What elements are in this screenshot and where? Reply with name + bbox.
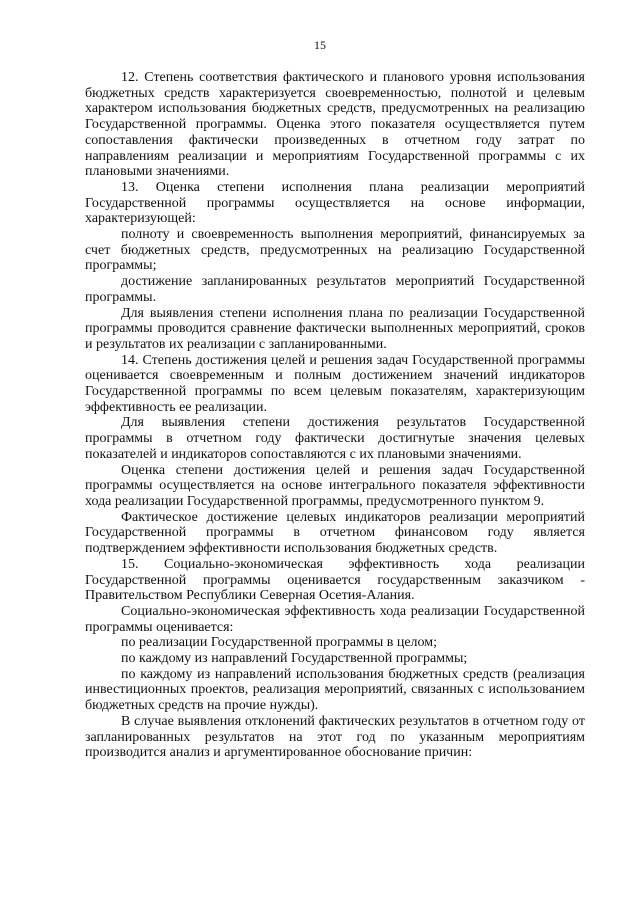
paragraph-evaluated-by: Социально-экономическая эффективность хода реализации Государственной программы оценивается: xyxy=(85,603,585,635)
paragraph-14: 14. Степень достижения целей и решения задач Государственной программы оценивается своевременным и полным достижением значений индикаторов Государственной программы по всем целевым показателям, характеризующим эффективность ее реализации. xyxy=(85,352,585,415)
list-item-by-budget-use: по каждому из направлений использования бюджетных средств (реализация инвестиционных проектов, реализация мероприятий, связанных с использованием бюджетных средств на прочие нужды). xyxy=(85,666,585,714)
paragraph-actual-achievement: Фактическое достижение целевых индикаторов реализации мероприятий Государственной программы в отчетном финансовом году является подтверждением эффективности использования бюджетных средств. xyxy=(85,509,585,557)
list-item-overall: по реализации Государственной программы в целом; xyxy=(121,635,438,651)
paragraph-deviations: В случае выявления отклонений фактических результатов в отчетном году от запланированных результатов на этот год по указанным мероприятиям производится анализ и аргументированное обоснование причин: xyxy=(85,713,585,761)
document-body xyxy=(85,70,585,761)
list-item-achievement: достижение запланированных результатов мероприятий Государственной программы. xyxy=(85,274,585,305)
paragraph-integral-indicator: Оценка степени достижения целей и решения задач Государственной программы осуществляется на основе интегрального показателя эффективности хода реализации Государственной программы, предусмотренного пунктом 9. xyxy=(85,462,585,509)
page-number: 15 xyxy=(314,38,326,52)
paragraph-plan-comparison: Для выявления степени исполнения плана по реализации Государственной программы проводится сравнение фактически выполненных мероприятий, сроков и результатов их реализации с запланированными. xyxy=(85,305,585,352)
paragraph-results-comparison: Для выявления степени достижения результатов Государственной программы в отчетном году фактически достигнутые значения целевых показателей и индикаторов сопоставляются с их плановыми значениями. xyxy=(85,415,585,462)
list-item-by-direction: по каждому из направлений Государственной программы; xyxy=(121,651,468,667)
paragraph-15: 15. Социально-экономическая эффективность хода реализации Государственной программы оценивается государственным заказчиком - Правительством Республики Северная Осетия-Алания. xyxy=(85,556,585,604)
list-item-completeness: полноту и своевременность выполнения мероприятий, финансируемых за счет бюджетных средств, предусмотренных на реализацию Государственной программы; xyxy=(85,227,585,274)
paragraph-13: 13. Оценка степени исполнения плана реализации мероприятий Государственной программы осуществляется на основе информации, характеризующей: xyxy=(85,179,585,227)
paragraph-12: 12. Степень соответствия фактического и планового уровня использования бюджетных средств характеризуется своевременностью, полнотой и целевым характером использования бюджетных средств, предусмотренных на реализацию Государственной программы. Оценка этого показателя осуществляется путем сопоставления фактически произведенных в отчетном году затрат по направлениям реализации и мероприятиям Государственной программы с их плановыми значениями. xyxy=(85,70,585,180)
